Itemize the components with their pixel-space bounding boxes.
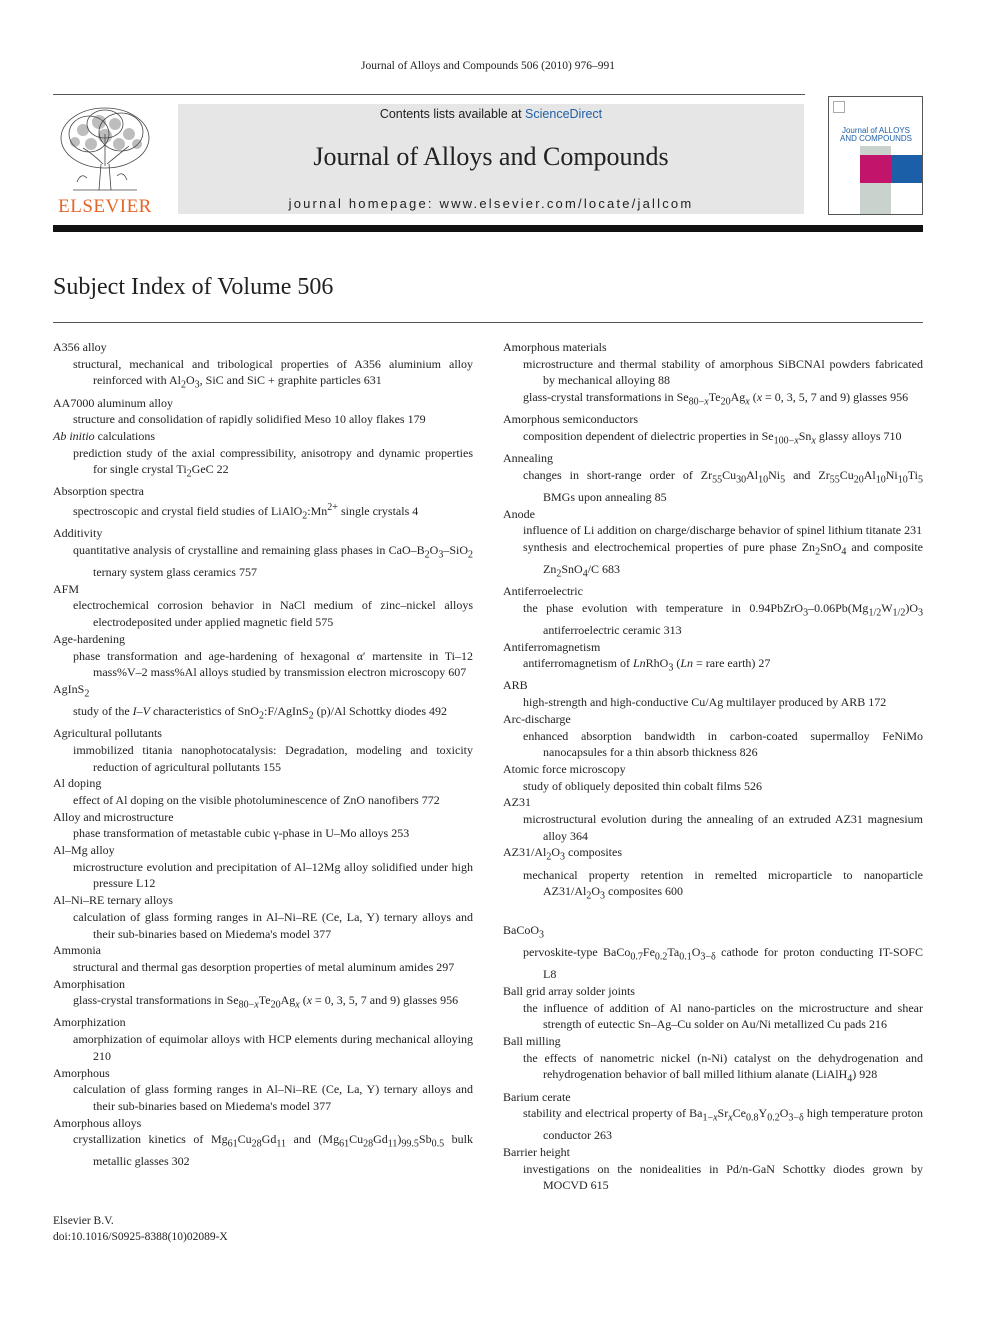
index-entry: changes in short-range order of $Zr_{55}Cu_{30}Al_{10}Ni_5$ and $Zr_{55}Cu_{20}Al_{10}Ni_{10}Ti_5$ BMGs upon annealing 85 bbox=[523, 467, 923, 504]
index-term: AFM bbox=[53, 581, 80, 596]
index-entry: crystallization kinetics of $Mg_{61}Cu_{28}Gd_{11}$ and $(Mg_{61}Cu_{28}Gd_{11})_{99.5}Sb_{0.5}$ bulk metallic glasses 302 bbox=[73, 1132, 473, 1169]
index-entry: high-strength and high-conductive Cu/Ag multilayer produced by ARB 172 bbox=[523, 695, 887, 710]
index-term: Antiferromagnetism bbox=[503, 639, 601, 654]
index-entry: antiferromagnetism of LnRhO$_3$ (Ln = rare earth) 27 bbox=[523, 656, 771, 674]
index-entry: phase transformation and age-hardening of hexagonal α′ martensite in Ti–12 mass%V–2 mass%Al alloys studied by transmission electron microscopy 607 bbox=[73, 648, 473, 680]
footer-doi[interactable]: doi:10.1016/S0925-8388(10)02089-X bbox=[53, 1231, 228, 1243]
index-column-right bbox=[503, 339, 923, 1194]
publisher-name: ELSEVIER bbox=[58, 196, 152, 217]
index-term: Amorphous semiconductors bbox=[503, 412, 638, 427]
index-entry: quantitative analysis of crystalline and remaining glass phases in CaO–$B_2O_3-SiO_2$ ternary system glass ceramics 757 bbox=[73, 542, 473, 579]
index-term: Amorphisation bbox=[53, 976, 125, 991]
index-term: Ball grid array solder joints bbox=[503, 983, 635, 998]
index-entry: amorphization of equimolar alloys with HCP elements during mechanical alloying 210 bbox=[73, 1032, 473, 1063]
index-term: AA7000 aluminum alloy bbox=[53, 395, 173, 410]
cover-band-blue bbox=[891, 155, 922, 183]
index-entry: influence of Li addition on charge/discharge behavior of spinel lithium titanate 231 bbox=[523, 523, 923, 538]
index-term: Antiferroelectric bbox=[503, 584, 583, 599]
index-entry: structural and thermal gas desorption properties of metal aluminum amides 297 bbox=[73, 959, 455, 974]
index-term: Agricultural pollutants bbox=[53, 726, 162, 741]
cover-mini-logo bbox=[833, 101, 845, 113]
index-entry: the effects of nanometric nickel (n-Ni) catalyst on the dehydrogenation and rehydrogenation behavior of ball milled lithium alanate (LiAlH$_4$) 928 bbox=[523, 1050, 923, 1085]
section-gap bbox=[503, 905, 923, 922]
index-entry: structure and consolidation of rapidly solidified Meso 10 alloy flakes 179 bbox=[73, 412, 426, 427]
index-entry: composition dependent of dielectric properties in $Se_{100-x}Sn_x$ glassy alloys 710 bbox=[523, 428, 902, 447]
tree-icon bbox=[53, 104, 157, 196]
index-entry: prediction study of the axial compressibility, anisotropy and dynamic properties for single crystal $Ti_2GeC$ 22 bbox=[73, 445, 473, 480]
index-entry: synthesis and electrochemical properties of pure phase $Zn_2SnO_4$ and composite $Zn_2SnO_4/C$ 683 bbox=[523, 539, 924, 580]
index-entry: electrochemical corrosion behavior in NaCl medium of zinc–nickel alloys electrodeposited under applied magnetic field 575 bbox=[73, 598, 473, 630]
index-term: Ball milling bbox=[503, 1034, 561, 1048]
index-entry: the influence of addition of Al nano-particles on the microstructure and shear strength of eutectic Sn–Ag–Cu solder on Au/Ni metallized Cu pads 216 bbox=[523, 1000, 923, 1032]
index-term: Amorphous alloys bbox=[53, 1115, 142, 1130]
index-term: Anode bbox=[503, 506, 535, 521]
index-column-left bbox=[53, 339, 473, 1170]
index-entry: structural, mechanical and tribological properties of A356 aluminium alloy reinforced with $Al_2O_3$, SiC and SiC + graphite particles 631 bbox=[73, 356, 473, 391]
index-entry: effect of Al doping on the visible photoluminescence of ZnO nanofibers 772 bbox=[73, 792, 440, 807]
index-entry: enhanced absorption bandwidth in carbon-coated supermalloy FeNiMo nanocapsules for a thin absorb thickness 826 bbox=[523, 728, 923, 760]
index-term: AgInS$_2$ bbox=[53, 681, 90, 700]
elsevier-logo[interactable] bbox=[53, 104, 157, 216]
index-entry: glass-crystal transformations in $Se_{80-x}Te_{20}Ag_x$ (x = 0, 3, 5, 7 and 9) glasses 956 bbox=[73, 993, 459, 1011]
journal-homepage[interactable]: journal homepage: www.elsevier.com/locate/jallcom bbox=[288, 196, 694, 211]
index-entry: microstructure evolution and precipitation of Al–12Mg alloy solidified under high pressure L12 bbox=[73, 859, 473, 891]
index-term: Amorphous bbox=[53, 1065, 110, 1080]
title-rule bbox=[53, 322, 923, 323]
journal-citation: Journal of Alloys and Compounds 506 (2010) 976–991 bbox=[361, 60, 615, 72]
index-entry: spectroscopic and crystal field studies of $LiAlO_2:Mn^{2+}$ single crystals 4 bbox=[73, 502, 419, 522]
index-term: ARB bbox=[503, 678, 528, 693]
index-term: Age-hardening bbox=[53, 631, 125, 646]
index-term: Annealing bbox=[503, 451, 553, 465]
index-entry: microstructure and thermal stability of amorphous SiBCNAl powders fabricated by mechanical alloying 88 bbox=[523, 356, 923, 388]
index-term: $AZ31/Al_2O_3$ composites bbox=[503, 845, 623, 863]
index-term: Al doping bbox=[53, 776, 102, 791]
cover-band-grey bbox=[860, 183, 891, 214]
contents-line bbox=[178, 107, 804, 121]
index-term: Amorphous materials bbox=[503, 340, 607, 354]
index-term: AZ31 bbox=[503, 795, 531, 810]
index-term: Arc-discharge bbox=[503, 711, 571, 726]
index-term: BaCoO$_3$ bbox=[503, 923, 544, 941]
index-term: Barrier height bbox=[503, 1145, 570, 1159]
index-entry: the phase evolution with temperature in $0.94PbZrO_3-0.06Pb(Mg_{1/2}W_{1/2})O_3$ antiferroelectric ceramic 313 bbox=[523, 600, 923, 637]
index-term: Ammonia bbox=[53, 943, 101, 958]
index-entry: stability and electrical property of $Ba_{1-x}Sr_xCe_{0.8}Y_{0.2}O_{3-\delta}$ high temperature proton conductor 263 bbox=[523, 1106, 923, 1143]
journal-masthead bbox=[178, 104, 804, 214]
index-term: Absorption spectra bbox=[53, 484, 144, 499]
header-thick-rule bbox=[53, 225, 923, 232]
index-term: Additivity bbox=[53, 526, 103, 541]
footer bbox=[53, 1213, 228, 1245]
index-entry: investigations on the nonidealities in Pd/n-GaN Schottky diodes grown by MOCVD 615 bbox=[523, 1161, 923, 1193]
index-entry: mechanical property retention in remelted microparticle to nanoparticle $AZ31/Al_2O_3$ composites 600 bbox=[523, 867, 923, 902]
index-term: Ab initio calculations bbox=[53, 428, 155, 443]
cover-band bbox=[860, 146, 891, 155]
index-term: Atomic force microscopy bbox=[503, 761, 626, 776]
index-entry: study of the I–V characteristics of SnO$_2$:F/AgInS$_2$ (p)/Al Schottky diodes 492 bbox=[73, 704, 447, 722]
index-term: A356 alloy bbox=[53, 340, 107, 354]
contents-prefix: Contents lists available at bbox=[379, 107, 526, 121]
index-entry: pervoskite-type $BaCo_{0.7}Fe_{0.2}Ta_{0.1}O_{3-\delta}$ cathode for proton conducting IT-SOFC L8 bbox=[523, 945, 923, 982]
footer-publisher: Elsevier B.V. bbox=[53, 1215, 114, 1227]
journal-title: Journal of Alloys and Compounds bbox=[313, 142, 669, 171]
index-entry: study of obliquely deposited thin cobalt films 526 bbox=[523, 778, 762, 793]
index-entry: calculation of glass forming ranges in Al–Ni–RE (Ce, La, Y) ternary alloys and their sub-binaries based on Miedema's model 377 bbox=[73, 1082, 473, 1113]
index-entry: phase transformation of metastable cubic γ-phase in U–Mo alloys 253 bbox=[73, 826, 410, 841]
journal-cover-thumbnail[interactable] bbox=[828, 96, 923, 215]
index-term: Al–Mg alloy bbox=[53, 843, 115, 858]
sciencedirect-link[interactable]: ScienceDirect bbox=[525, 107, 603, 121]
header-rule bbox=[53, 94, 805, 95]
index-entry: microstructural evolution during the annealing of an extruded AZ31 magnesium alloy 364 bbox=[523, 812, 923, 843]
index-entry: glass-crystal transformations in $Se_{80-x}Te_{20}Ag_x$ (x = 0, 3, 5, 7 and 9) glasses 956 bbox=[523, 390, 909, 408]
index-term: Alloy and microstructure bbox=[53, 809, 174, 824]
cover-band-magenta bbox=[860, 155, 891, 183]
index-entry: calculation of glass forming ranges in Al–Ni–RE (Ce, La, Y) ternary alloys and their sub-binaries based on Miedema's model 377 bbox=[73, 909, 473, 941]
index-term: Amorphization bbox=[53, 1015, 126, 1030]
page-title: Subject Index of Volume 506 bbox=[53, 274, 334, 300]
index-term: Al–Ni–RE ternary alloys bbox=[53, 893, 173, 908]
cover-title: Journal of ALLOYS AND COMPOUNDS bbox=[839, 126, 912, 143]
index-term: Barium cerate bbox=[503, 1089, 571, 1104]
index-entry: immobilized titania nanophotocatalysis: Degradation, modeling and toxicity reduction of agricultural pollutants 155 bbox=[73, 742, 473, 774]
